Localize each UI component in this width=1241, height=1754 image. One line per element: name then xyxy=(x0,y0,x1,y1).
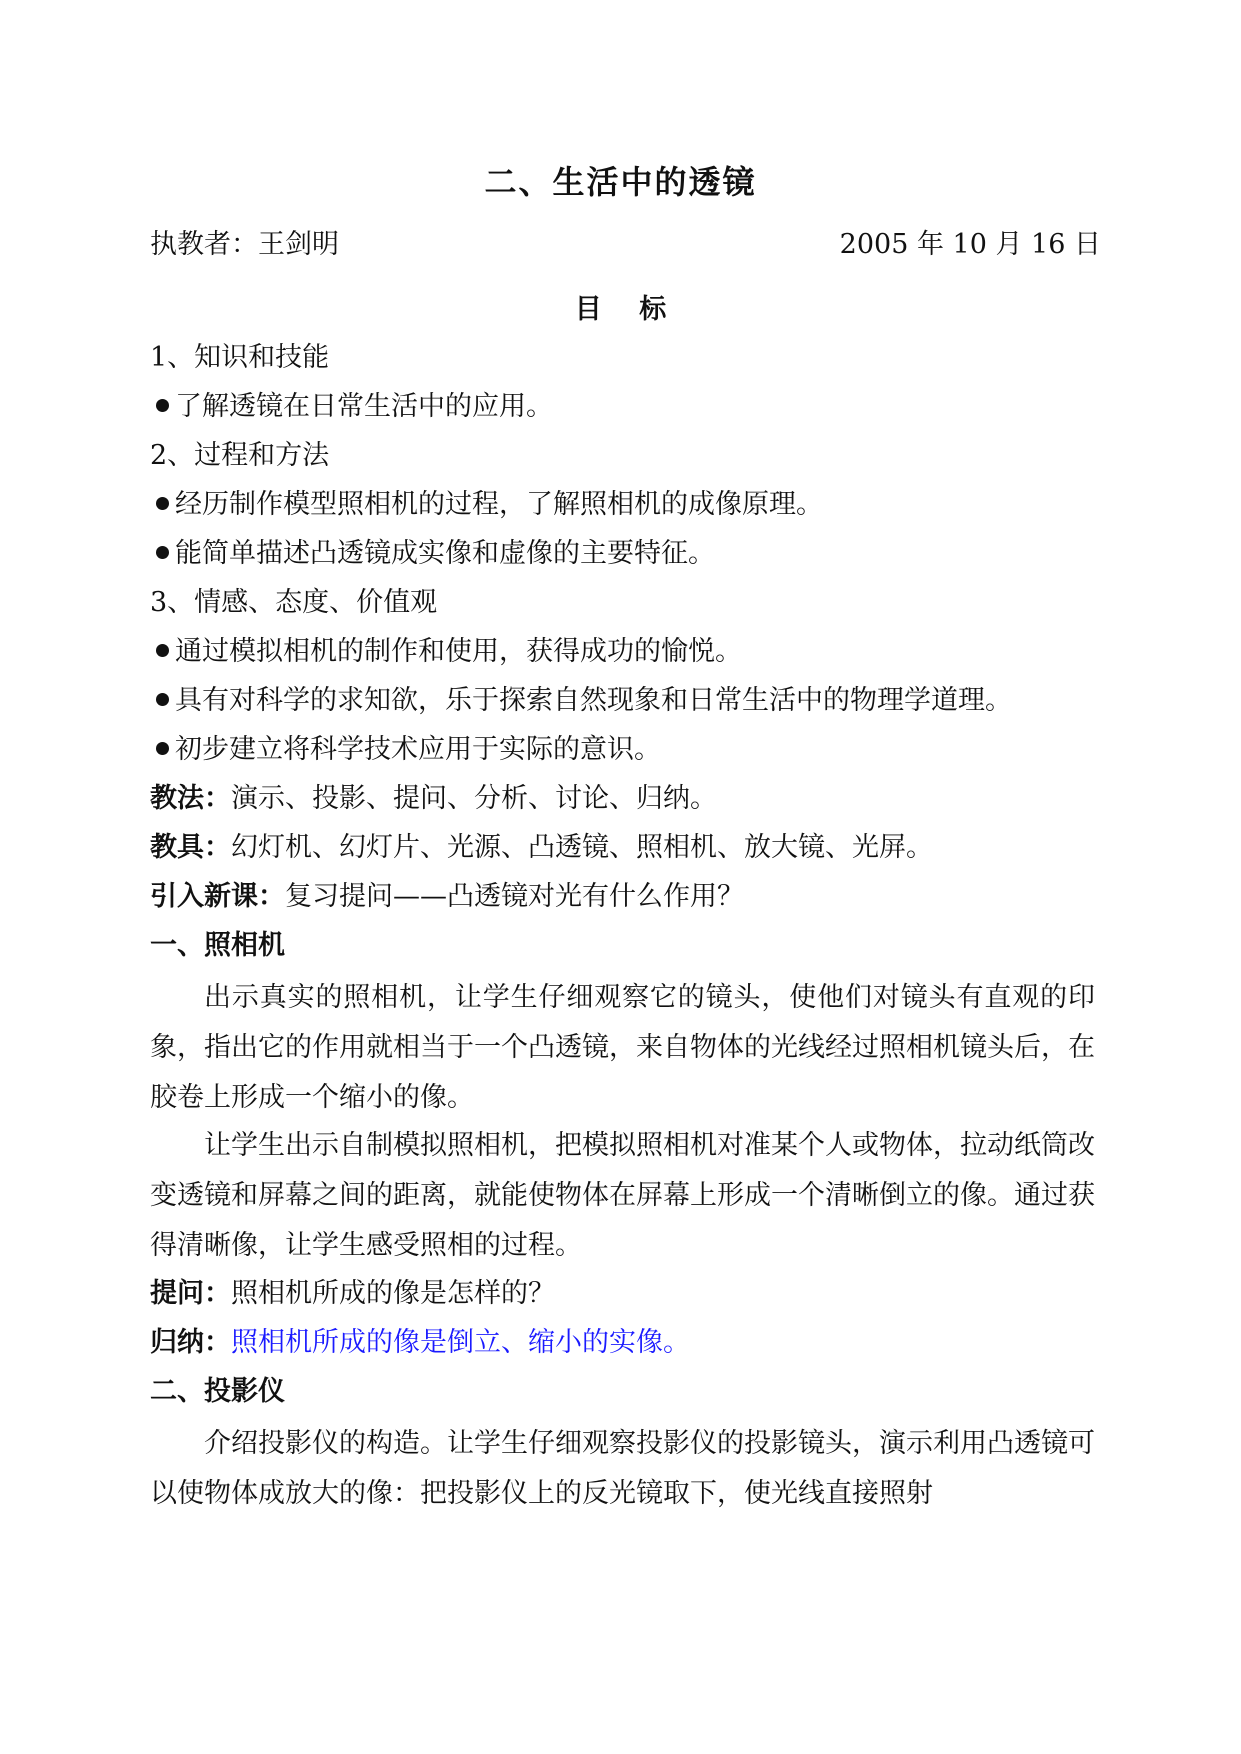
goal-item-text: 经历制作模型照相机的过程，了解照相机的成像原理。 xyxy=(175,489,823,520)
goal-item-text: 具有对科学的求知欲，乐于探索自然现象和日常生活中的物理学道理。 xyxy=(175,685,1012,716)
bullet-icon xyxy=(156,399,169,412)
goal-item xyxy=(150,537,1100,571)
page-title: 二、生活中的透镜 xyxy=(484,163,757,201)
section-camera-paragraph-1: 出示真实的照相机，让学生仔细观察它的镜头，使他们对镜头有直观的印象，指出它的作用就相当于一个凸透镜，来自物体的光线经过照相机镜头后，在胶卷上形成一个缩小的像。 xyxy=(150,982,1095,1113)
teaching-method-text: 演示、投影、提问、分析、讨论、归纳。 xyxy=(231,783,717,814)
teaching-method-label: 教法： xyxy=(150,783,231,814)
goal-item xyxy=(150,635,1100,669)
bullet-icon xyxy=(156,497,169,510)
lesson-intro-text: 复习提问——凸透镜对光有什么作用？ xyxy=(285,881,744,912)
summary-text: 照相机所成的像是倒立、缩小的实像。 xyxy=(231,1327,690,1358)
bullet-icon xyxy=(156,546,169,559)
section-camera-heading: 一、照相机 xyxy=(150,930,285,961)
teacher-line: 执教者：王剑明 xyxy=(150,229,339,260)
summary-line xyxy=(150,1326,1100,1360)
teaching-tools-text: 幻灯机、幻灯片、光源、凸透镜、照相机、放大镜、光屏。 xyxy=(231,832,933,863)
goals-heading: 目 标 xyxy=(574,294,667,325)
teaching-tools xyxy=(150,831,1100,865)
bullet-icon xyxy=(156,644,169,657)
section-camera-paragraph-2: 让学生出示自制模拟照相机，把模拟照相机对准某个人或物体，拉动纸筒改变透镜和屏幕之间的距离，就能使物体在屏幕上形成一个清晰倒立的像。通过获得清晰像，让学生感受照相的过程。 xyxy=(150,1130,1095,1261)
goal-item-text: 初步建立将科学技术应用于实际的意识。 xyxy=(175,734,661,765)
goal-item-text: 了解透镜在日常生活中的应用。 xyxy=(175,391,553,422)
goal-item xyxy=(150,390,1100,424)
lesson-intro-label: 引入新课： xyxy=(150,881,285,912)
bullet-icon xyxy=(156,742,169,755)
section-projector-heading: 二、投影仪 xyxy=(150,1376,285,1407)
goal-item xyxy=(150,488,1100,522)
teaching-tools-label: 教具： xyxy=(150,832,231,863)
goal-process-heading: 2、过程和方法 xyxy=(150,440,330,471)
goal-knowledge-heading: 1、知识和技能 xyxy=(150,342,330,373)
goal-attitude-heading: 3、情感、态度、价值观 xyxy=(150,587,438,618)
teaching-method xyxy=(150,782,1100,816)
goal-item-text: 能简单描述凸透镜成实像和虚像的主要特征。 xyxy=(175,538,715,569)
goal-item xyxy=(150,684,1100,718)
question-label: 提问： xyxy=(150,1278,231,1309)
goal-item xyxy=(150,733,1100,767)
bullet-icon xyxy=(156,693,169,706)
section-projector-paragraph-1: 介绍投影仪的构造。让学生仔细观察投影仪的投影镜头，演示利用凸透镜可以使物体成放大的像：把投影仪上的反光镜取下，使光线直接照射 xyxy=(150,1428,1095,1509)
summary-label: 归纳： xyxy=(150,1327,231,1358)
goal-item-text: 通过模拟相机的制作和使用，获得成功的愉悦。 xyxy=(175,636,742,667)
question-line xyxy=(150,1277,1100,1311)
lesson-date: 2005 年 10 月 16 日 xyxy=(839,229,1101,260)
lesson-intro xyxy=(150,880,1100,914)
question-text: 照相机所成的像是怎样的？ xyxy=(231,1278,555,1309)
